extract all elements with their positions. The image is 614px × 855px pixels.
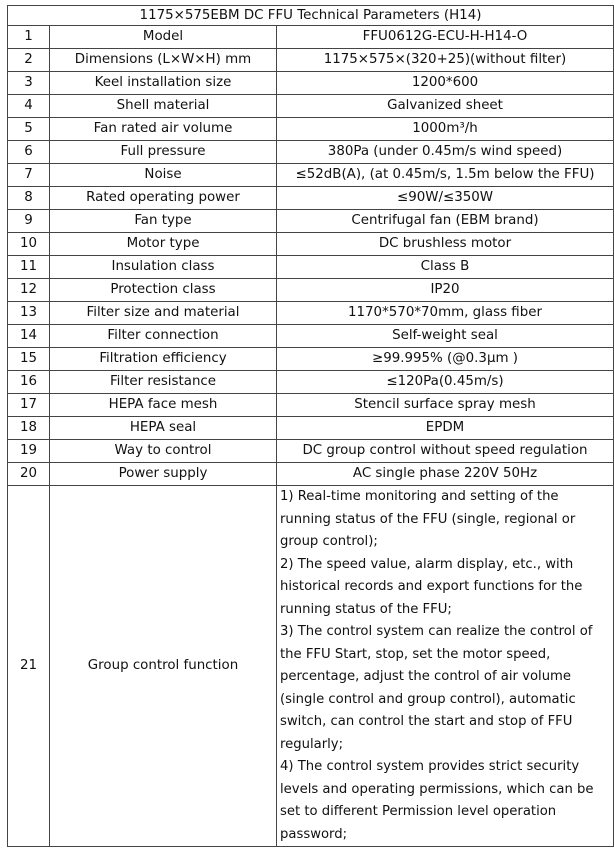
parameter-value: DC brushless motor bbox=[277, 233, 614, 256]
row-number: 12 bbox=[8, 279, 50, 302]
table-row bbox=[8, 187, 614, 210]
parameter-value: EPDM bbox=[277, 417, 614, 440]
parameter-value: ≤52dB(A), (at 0.45m/s, 1.5m below the FFU) bbox=[277, 164, 614, 187]
table-row bbox=[8, 164, 614, 187]
parameter-name: Protection class bbox=[50, 279, 277, 302]
parameter-name: HEPA face mesh bbox=[50, 394, 277, 417]
group-control-point: 2) The speed value, alarm display, etc., with historical records and export functions for the running status of the FFU; bbox=[280, 556, 583, 617]
row-number: 16 bbox=[8, 371, 50, 394]
table-row bbox=[8, 394, 614, 417]
parameter-value: 1170*570*70mm, glass fiber bbox=[277, 302, 614, 325]
group-control-row bbox=[8, 486, 614, 847]
row-number: 14 bbox=[8, 325, 50, 348]
parameter-value: IP20 bbox=[277, 279, 614, 302]
parameter-name: Filter connection bbox=[50, 325, 277, 348]
parameter-name: Fan type bbox=[50, 210, 277, 233]
table-row bbox=[8, 26, 614, 49]
parameter-name: Filtration efficiency bbox=[50, 348, 277, 371]
table-row bbox=[8, 440, 614, 463]
table-row bbox=[8, 325, 614, 348]
table-row bbox=[8, 256, 614, 279]
table-row bbox=[8, 233, 614, 256]
parameter-value: 380Pa (under 0.45m/s wind speed) bbox=[277, 141, 614, 164]
parameter-name: Filter resistance bbox=[50, 371, 277, 394]
table-row bbox=[8, 210, 614, 233]
table-row bbox=[8, 49, 614, 72]
parameter-name: Insulation class bbox=[50, 256, 277, 279]
table-title: 1175×575EBM DC FFU Technical Parameters (H14) bbox=[8, 6, 614, 26]
parameter-name: Fan rated air volume bbox=[50, 118, 277, 141]
parameter-value: ≤120Pa(0.45m/s) bbox=[277, 371, 614, 394]
parameter-value: 1175×575×(320+25)(without filter) bbox=[277, 49, 614, 72]
row-number: 11 bbox=[8, 256, 50, 279]
parameters-table-body bbox=[8, 6, 614, 847]
table-row bbox=[8, 371, 614, 394]
parameter-name: Power supply bbox=[50, 463, 277, 486]
table-row bbox=[8, 417, 614, 440]
row-number: 18 bbox=[8, 417, 50, 440]
parameter-name: Motor type bbox=[50, 233, 277, 256]
group-control-description bbox=[277, 486, 614, 847]
row-number: 3 bbox=[8, 72, 50, 95]
parameter-value: Class B bbox=[277, 256, 614, 279]
row-number: 13 bbox=[8, 302, 50, 325]
row-number: 1 bbox=[8, 26, 50, 49]
table-row bbox=[8, 95, 614, 118]
row-number: 6 bbox=[8, 141, 50, 164]
parameter-value: Galvanized sheet bbox=[277, 95, 614, 118]
group-control-point: 1) Real-time monitoring and setting of the running status of the FFU (single, regional or group control); bbox=[280, 489, 576, 549]
row-number: 15 bbox=[8, 348, 50, 371]
parameter-value: 1200*600 bbox=[277, 72, 614, 95]
parameter-value: 1000m³/h bbox=[277, 118, 614, 141]
row-number: 21 bbox=[8, 486, 50, 847]
table-row bbox=[8, 302, 614, 325]
table-row bbox=[8, 72, 614, 95]
row-number: 19 bbox=[8, 440, 50, 463]
parameter-name: Noise bbox=[50, 164, 277, 187]
parameter-name: Full pressure bbox=[50, 141, 277, 164]
parameter-value: AC single phase 220V 50Hz bbox=[277, 463, 614, 486]
parameter-value: Centrifugal fan (EBM brand) bbox=[277, 210, 614, 233]
parameter-value: Self-weight seal bbox=[277, 325, 614, 348]
parameter-name: Group control function bbox=[50, 486, 277, 847]
group-control-point: 3) The control system can realize the control of the FFU Start, stop, set the motor speed, percentage, adjust the control of air volume (single control and group control), automatic switch, can control the start and stop of FFU regularly; bbox=[280, 624, 593, 752]
row-number: 4 bbox=[8, 95, 50, 118]
parameter-name: Keel installation size bbox=[50, 72, 277, 95]
row-number: 7 bbox=[8, 164, 50, 187]
table-row bbox=[8, 141, 614, 164]
table-title-row bbox=[8, 6, 614, 26]
parameter-value: FFU0612G-ECU-H-H14-O bbox=[277, 26, 614, 49]
parameter-value: DC group control without speed regulation bbox=[277, 440, 614, 463]
parameter-name: Filter size and material bbox=[50, 302, 277, 325]
parameter-value: ≤90W/≤350W bbox=[277, 187, 614, 210]
parameters-table bbox=[7, 5, 614, 847]
parameter-value: ≥99.995% (@0.3μm ) bbox=[277, 348, 614, 371]
parameter-name: Dimensions (L×W×H) mm bbox=[50, 49, 277, 72]
row-number: 5 bbox=[8, 118, 50, 141]
row-number: 20 bbox=[8, 463, 50, 486]
table-row bbox=[8, 463, 614, 486]
parameter-name: Rated operating power bbox=[50, 187, 277, 210]
table-row bbox=[8, 118, 614, 141]
parameter-name: HEPA seal bbox=[50, 417, 277, 440]
group-control-point: 4) The control system provides strict security levels and operating permissions, which can be set to different Permission level operation password; bbox=[280, 759, 594, 842]
parameter-name: Shell material bbox=[50, 95, 277, 118]
table-row bbox=[8, 279, 614, 302]
parameter-name: Model bbox=[50, 26, 277, 49]
table-row bbox=[8, 348, 614, 371]
row-number: 8 bbox=[8, 187, 50, 210]
row-number: 10 bbox=[8, 233, 50, 256]
row-number: 9 bbox=[8, 210, 50, 233]
parameter-value: Stencil surface spray mesh bbox=[277, 394, 614, 417]
parameter-name: Way to control bbox=[50, 440, 277, 463]
row-number: 2 bbox=[8, 49, 50, 72]
row-number: 17 bbox=[8, 394, 50, 417]
